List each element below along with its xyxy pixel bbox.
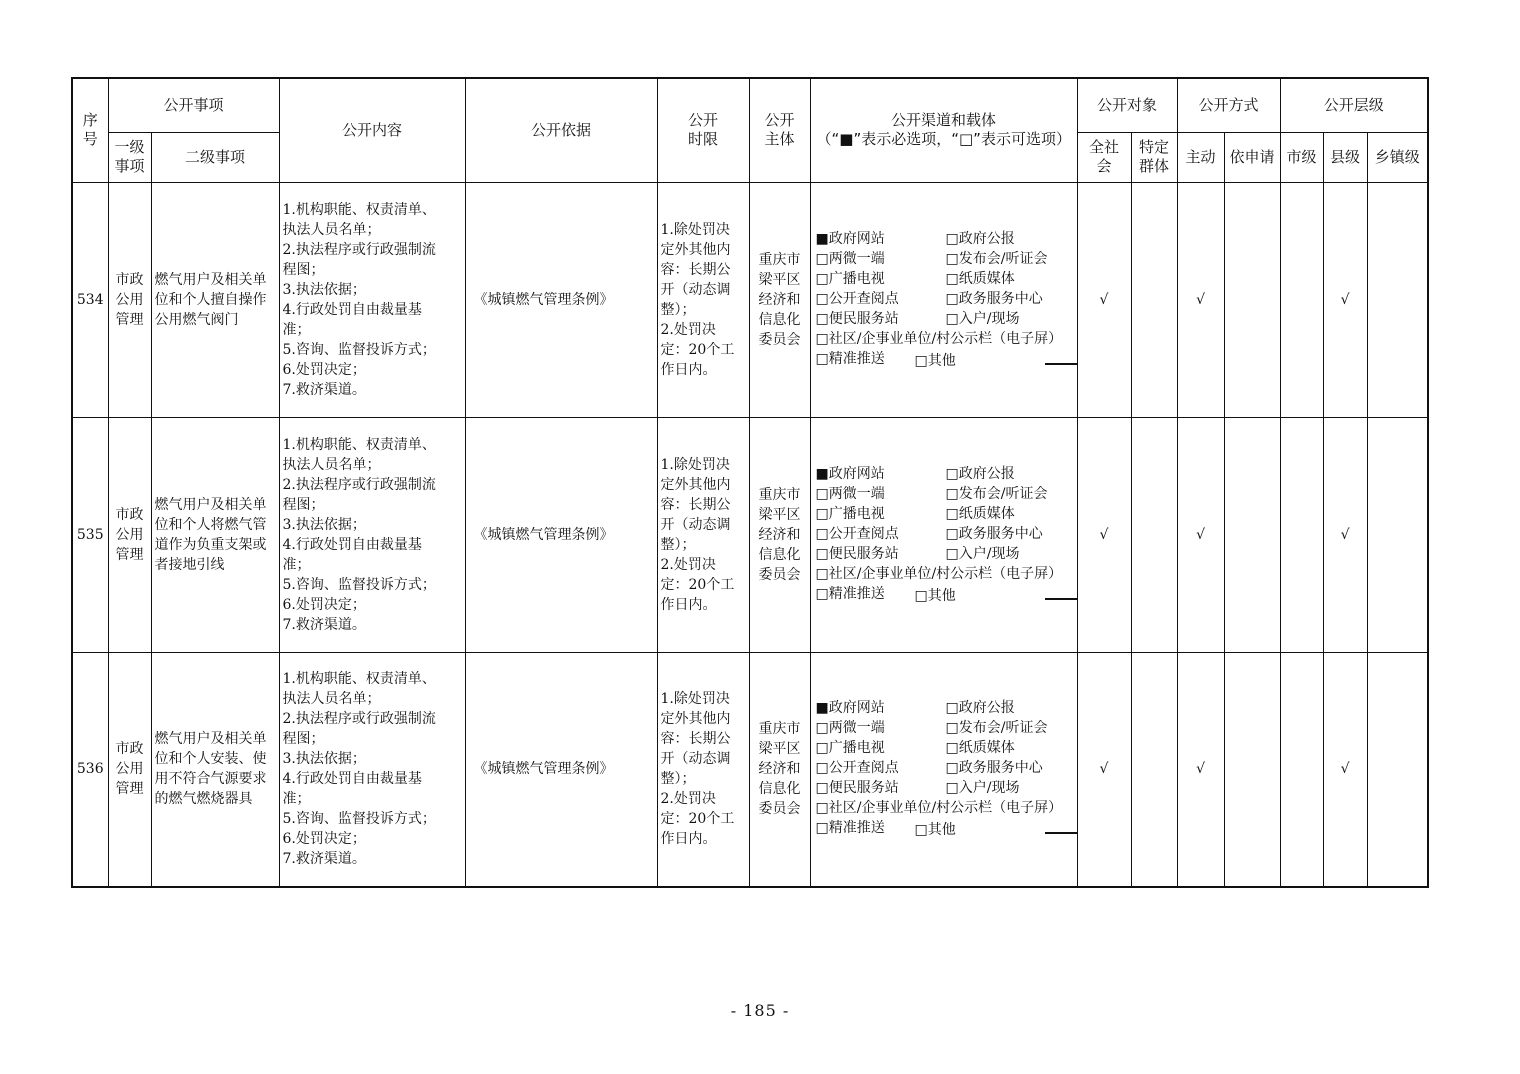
- table-row: [72, 652, 1428, 887]
- text-line: 2.处罚决: [660, 321, 716, 338]
- text-line: 6.处罚决定；: [282, 361, 366, 378]
- text-line: 定：20个工: [660, 811, 735, 828]
- text-line: 4.行政处罚自由裁量基: [282, 771, 422, 788]
- text-line: 2.执法程序或行政强制流: [282, 241, 436, 258]
- channel-option: □政务服务中心: [945, 525, 1043, 542]
- row-target-all: √: [1077, 417, 1131, 652]
- text-line: 委员会: [758, 566, 801, 583]
- channel-option: □广播电视: [815, 740, 885, 757]
- text-line: 信息化: [758, 311, 801, 328]
- header-level-county: 县级: [1323, 132, 1367, 182]
- text-line: 3.执法依据；: [282, 516, 366, 533]
- text-line: 5.咨询、监督投诉方式；: [282, 341, 436, 358]
- channel-row: [816, 718, 1077, 738]
- row-level1: 市政公用管理: [108, 652, 151, 887]
- channel-row: [816, 309, 1077, 329]
- text-line: 整）；: [660, 301, 696, 318]
- text-line: 定外其他内: [660, 241, 731, 258]
- text-line: 程图；: [282, 496, 325, 513]
- row-level-city: [1280, 417, 1323, 652]
- text-line: 开（动态调: [660, 281, 731, 298]
- channel-row: [816, 484, 1077, 504]
- channel-option: □公开查阅点: [815, 525, 899, 542]
- text-line: 6.处罚决定；: [282, 596, 366, 613]
- text-line: 梁平区: [758, 741, 801, 758]
- channel-option: □发布会/听证会: [945, 485, 1048, 502]
- channel-row: [816, 778, 1077, 798]
- row-level-city: [1280, 182, 1323, 417]
- header-target: 公开对象: [1077, 78, 1177, 132]
- channel-option: □政务服务中心: [945, 760, 1043, 777]
- row-time-limit: [657, 417, 749, 652]
- row-channels: [810, 182, 1077, 417]
- row-content: [279, 182, 465, 417]
- text-line: 3.执法依据；: [282, 281, 366, 298]
- header-method: 公开方式: [1177, 78, 1280, 132]
- text-line: 准；: [282, 556, 311, 573]
- channel-option: □公开查阅点: [815, 760, 899, 777]
- row-level1: 市政公用管理: [108, 182, 151, 417]
- row-time-limit: [657, 652, 749, 887]
- channel-option: □纸质媒体: [945, 505, 1015, 522]
- header-subject: 公开主体: [749, 78, 810, 182]
- header-level: 公开层级: [1280, 78, 1428, 132]
- channel-option: ■政府网站: [815, 465, 885, 482]
- channel-row: [816, 269, 1077, 289]
- text-line: 1.机构职能、权责清单、: [282, 436, 436, 453]
- channel-long: □社区/企事业单位/村公示栏（电子屏）: [815, 565, 1063, 582]
- text-line: 1.除处罚决: [660, 691, 730, 708]
- row-level2: 燃气用户及相关单位和个人将燃气管道作为负重支架或者接地引线: [151, 417, 279, 652]
- channel-option: ■政府网站: [815, 700, 885, 717]
- text-line: 执法人员名单；: [282, 221, 381, 238]
- row-basis: 《城镇燃气管理条例》: [465, 182, 657, 417]
- channel-option: □纸质媒体: [945, 740, 1015, 757]
- channel-row: [816, 524, 1077, 544]
- channel-option: □发布会/听证会: [945, 250, 1048, 267]
- text-line: 程图；: [282, 261, 325, 278]
- channel-other: □其他: [915, 349, 1077, 371]
- channel-row: [816, 738, 1077, 758]
- text-line: 信息化: [758, 546, 801, 563]
- header-level2: 二级事项: [151, 132, 279, 182]
- row-level2: 燃气用户及相关单位和个人安装、使用不符合气源要求的燃气燃烧器具: [151, 652, 279, 887]
- text-line: 作日内。: [660, 361, 717, 378]
- header-time-limit: 公开时限: [657, 78, 749, 182]
- text-line: 作日内。: [660, 831, 717, 848]
- row-basis: 《城镇燃气管理条例》: [465, 652, 657, 887]
- row-level1: 市政公用管理: [108, 417, 151, 652]
- row-method-apply: [1224, 652, 1280, 887]
- text-line: 5.咨询、监督投诉方式；: [282, 576, 436, 593]
- row-subject: [749, 652, 810, 887]
- text-line: 作日内。: [660, 596, 717, 613]
- row-method-apply: [1224, 417, 1280, 652]
- row-time-limit: [657, 182, 749, 417]
- channel-rows: [816, 464, 1077, 564]
- text-line: 委员会: [758, 801, 801, 818]
- row-target-specific: [1131, 652, 1177, 887]
- text-line: 1.机构职能、权责清单、: [282, 201, 436, 218]
- row-level-county: √: [1323, 417, 1367, 652]
- row-method-apply: [1224, 182, 1280, 417]
- channel-row: [816, 464, 1077, 484]
- disclosure-table: [71, 77, 1429, 888]
- channel-last: [816, 584, 1077, 606]
- page-number: - 185 -: [730, 1001, 790, 1020]
- text-line: 2.处罚决: [660, 556, 716, 573]
- text-line: 3.执法依据；: [282, 751, 366, 768]
- channel-option: □便民服务站: [815, 545, 899, 562]
- header-channel-title: 公开渠道和载体: [891, 111, 997, 130]
- row-level-town: [1367, 652, 1428, 887]
- header-method-apply: 依申请: [1224, 132, 1280, 182]
- row-number: 534: [72, 182, 108, 417]
- text-line: 重庆市: [758, 251, 801, 268]
- channel-long: □社区/企事业单位/村公示栏（电子屏）: [815, 800, 1063, 817]
- text-line: 梁平区: [758, 271, 801, 288]
- row-method-active: √: [1177, 182, 1224, 417]
- header-target-all: 全社会: [1077, 132, 1131, 182]
- channel-row: [816, 249, 1077, 269]
- channel-option: □入户/现场: [945, 310, 1020, 327]
- header-method-active: 主动: [1177, 132, 1224, 182]
- text-line: 2.处罚决: [660, 791, 716, 808]
- header-public-item: 公开事项: [108, 78, 279, 132]
- header-channel-note: （“■”表示必选项，“□”表示可选项）: [816, 130, 1071, 149]
- channel-precise: □精准推送: [815, 820, 885, 837]
- text-line: 1.除处罚决: [660, 456, 730, 473]
- channel-other: □其他: [915, 584, 1077, 606]
- text-line: 开（动态调: [660, 751, 731, 768]
- channel-option: □入户/现场: [945, 780, 1020, 797]
- text-line: 准；: [282, 321, 311, 338]
- text-line: 5.咨询、监督投诉方式；: [282, 811, 436, 828]
- header-channel: [810, 78, 1077, 182]
- text-line: 准；: [282, 791, 311, 808]
- channel-option: □纸质媒体: [945, 270, 1015, 287]
- text-line: 整）；: [660, 536, 696, 553]
- text-line: 定：20个工: [660, 576, 735, 593]
- text-line: 定外其他内: [660, 711, 731, 728]
- row-level-city: [1280, 652, 1323, 887]
- channel-option: □两微一端: [815, 250, 885, 267]
- row-content: [279, 417, 465, 652]
- row-subject: [749, 417, 810, 652]
- text-line: 开（动态调: [660, 516, 731, 533]
- text-line: 梁平区: [758, 506, 801, 523]
- text-line: 2.执法程序或行政强制流: [282, 476, 436, 493]
- row-method-active: √: [1177, 652, 1224, 887]
- text-line: 4.行政处罚自由裁量基: [282, 301, 422, 318]
- row-level-town: [1367, 417, 1428, 652]
- row-level-county: √: [1323, 182, 1367, 417]
- text-line: 7.救济渠道。: [282, 381, 366, 398]
- channel-option: □便民服务站: [815, 780, 899, 797]
- text-line: 程图；: [282, 731, 325, 748]
- channel-option: □入户/现场: [945, 545, 1020, 562]
- channel-option: □两微一端: [815, 720, 885, 737]
- channel-rows: [816, 698, 1077, 798]
- channel-option: □政务服务中心: [945, 290, 1043, 307]
- channel-other: □其他: [915, 818, 1077, 840]
- header-level1: 一级事项: [108, 132, 151, 182]
- text-line: 执法人员名单；: [282, 691, 381, 708]
- row-basis: 《城镇燃气管理条例》: [465, 417, 657, 652]
- table-body: [72, 182, 1428, 887]
- channel-option: □广播电视: [815, 270, 885, 287]
- header-content: 公开内容: [279, 78, 465, 182]
- row-level-town: [1367, 182, 1428, 417]
- text-line: 定：20个工: [660, 341, 735, 358]
- text-line: 容：长期公: [660, 261, 731, 278]
- header-level-city: 市级: [1280, 132, 1323, 182]
- text-line: 经济和: [758, 761, 801, 778]
- header-target-specific: 特定群体: [1131, 132, 1177, 182]
- channel-row: [816, 544, 1077, 564]
- row-target-specific: [1131, 182, 1177, 417]
- header-seq: 序号: [72, 78, 108, 182]
- channel-option: □政府公报: [945, 230, 1015, 247]
- row-channels: [810, 417, 1077, 652]
- text-line: 6.处罚决定；: [282, 831, 366, 848]
- text-line: 容：长期公: [660, 496, 731, 513]
- row-level-county: √: [1323, 652, 1367, 887]
- table-row: [72, 182, 1428, 417]
- row-method-active: √: [1177, 417, 1224, 652]
- text-line: 容：长期公: [660, 731, 731, 748]
- table-header: [72, 78, 1428, 182]
- table-row: [72, 417, 1428, 652]
- row-level2: 燃气用户及相关单位和个人擅自操作公用燃气阀门: [151, 182, 279, 417]
- header-level-town: 乡镇级: [1367, 132, 1428, 182]
- channel-row: [816, 229, 1077, 249]
- channel-precise: □精准推送: [815, 585, 885, 602]
- channel-option: □公开查阅点: [815, 290, 899, 307]
- text-line: 委员会: [758, 331, 801, 348]
- text-line: 7.救济渠道。: [282, 851, 366, 868]
- header-basis: 公开依据: [465, 78, 657, 182]
- channel-last: [816, 349, 1077, 371]
- channel-rows: [816, 229, 1077, 329]
- row-number: 535: [72, 417, 108, 652]
- row-content: [279, 652, 465, 887]
- channel-option: □便民服务站: [815, 310, 899, 327]
- channel-precise: □精准推送: [815, 350, 885, 367]
- channel-long: □社区/企事业单位/村公示栏（电子屏）: [815, 330, 1063, 347]
- text-line: 执法人员名单；: [282, 456, 381, 473]
- channel-row: [816, 698, 1077, 718]
- channel-option: □政府公报: [945, 700, 1015, 717]
- row-subject: [749, 182, 810, 417]
- channel-option: □政府公报: [945, 465, 1015, 482]
- text-line: 4.行政处罚自由裁量基: [282, 536, 422, 553]
- channel-row: [816, 289, 1077, 309]
- row-channels: [810, 652, 1077, 887]
- channel-option: □两微一端: [815, 485, 885, 502]
- text-line: 经济和: [758, 526, 801, 543]
- channel-option: □发布会/听证会: [945, 720, 1048, 737]
- row-number: 536: [72, 652, 108, 887]
- channel-last: [816, 818, 1077, 840]
- text-line: 定外其他内: [660, 476, 731, 493]
- text-line: 重庆市: [758, 721, 801, 738]
- text-line: 1.机构职能、权责清单、: [282, 671, 436, 688]
- channel-option: ■政府网站: [815, 230, 885, 247]
- row-target-all: √: [1077, 182, 1131, 417]
- channel-row: [816, 758, 1077, 778]
- text-line: 重庆市: [758, 486, 801, 503]
- text-line: 经济和: [758, 291, 801, 308]
- text-line: 7.救济渠道。: [282, 616, 366, 633]
- text-line: 1.除处罚决: [660, 221, 730, 238]
- text-line: 信息化: [758, 781, 801, 798]
- text-line: 2.执法程序或行政强制流: [282, 711, 436, 728]
- text-line: 整）；: [660, 771, 696, 788]
- row-target-specific: [1131, 417, 1177, 652]
- channel-option: □广播电视: [815, 505, 885, 522]
- row-target-all: √: [1077, 652, 1131, 887]
- channel-row: [816, 504, 1077, 524]
